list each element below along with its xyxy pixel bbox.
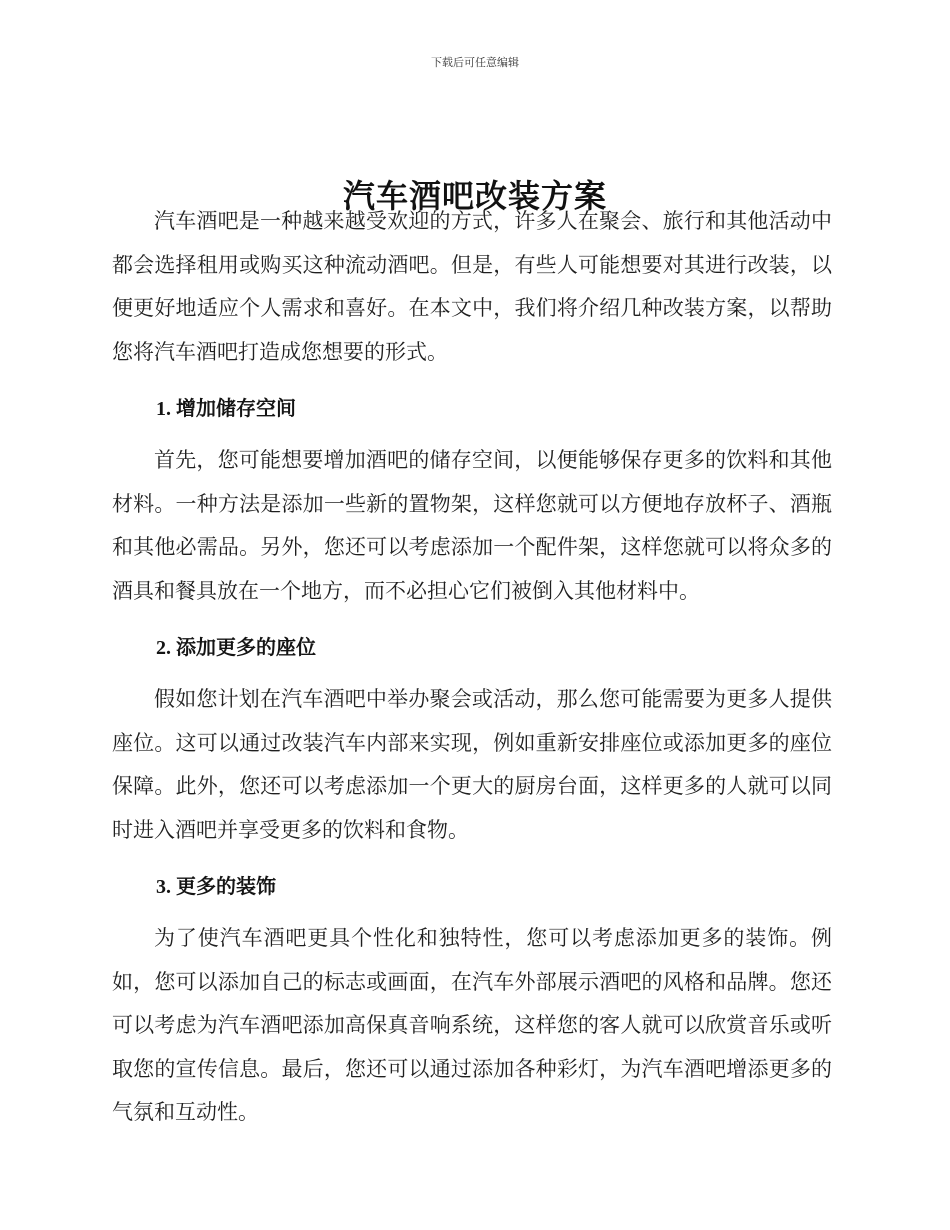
intro-paragraph: 汽车酒吧是一种越来越受欢迎的方式，许多人在聚会、旅行和其他活动中都会选择租用或购买这种流动酒吧。但是，有些人可能想要对其进行改装，以便更好地适应个人需求和喜好。在本文中，我们将介绍几种改装方案，以帮助您将汽车酒吧打造成您想要的形式。 bbox=[112, 209, 832, 364]
section-number-2: 2. bbox=[156, 637, 176, 659]
section-number-3: 3. bbox=[156, 876, 176, 898]
section-heading-3 bbox=[112, 872, 832, 901]
section-title-2: 添加更多的座位 bbox=[176, 635, 316, 659]
section-body-1: 首先，您可能想要增加酒吧的储存空间，以便能够保存更多的饮料和其他材料。一种方法是添加一些新的置物架，这样您就可以方便地存放杯子、酒瓶和其他必需品。另外，您还可以考虑添加一个配件架，这样您就可以将众多的酒具和餐具放在一个地方，而不必担心它们被倒入其他材料中。 bbox=[112, 448, 832, 603]
section-title-3: 更多的装饰 bbox=[176, 874, 276, 898]
document-title: 汽车酒吧改装方案 bbox=[342, 177, 607, 216]
section-title-1: 增加储存空间 bbox=[176, 396, 296, 420]
header-note: 下载后可任意编辑 bbox=[431, 56, 519, 69]
section-body-2: 假如您计划在汽车酒吧中举办聚会或活动，那么您可能需要为更多人提供座位。这可以通过改装汽车内部来实现，例如重新安排座位或添加更多的座位保障。此外，您还可以考虑添加一个更大的厨房台面，这样更多的人就可以同时进入酒吧并享受更多的饮料和食物。 bbox=[112, 687, 832, 842]
section-heading-2 bbox=[112, 633, 832, 662]
section-number-1: 1. bbox=[156, 398, 176, 420]
section-heading-1 bbox=[112, 394, 832, 423]
section-body-3: 为了使汽车酒吧更具个性化和独特性，您可以考虑添加更多的装饰。例如，您可以添加自己的标志或画面，在汽车外部展示酒吧的风格和品牌。您还可以考虑为汽车酒吧添加高保真音响系统，这样您的客人就可以欣赏音乐或听取您的宣传信息。最后，您还可以通过添加各种彩灯，为汽车酒吧增添更多的气氛和互动性。 bbox=[112, 926, 832, 1124]
document-body bbox=[112, 200, 832, 1135]
